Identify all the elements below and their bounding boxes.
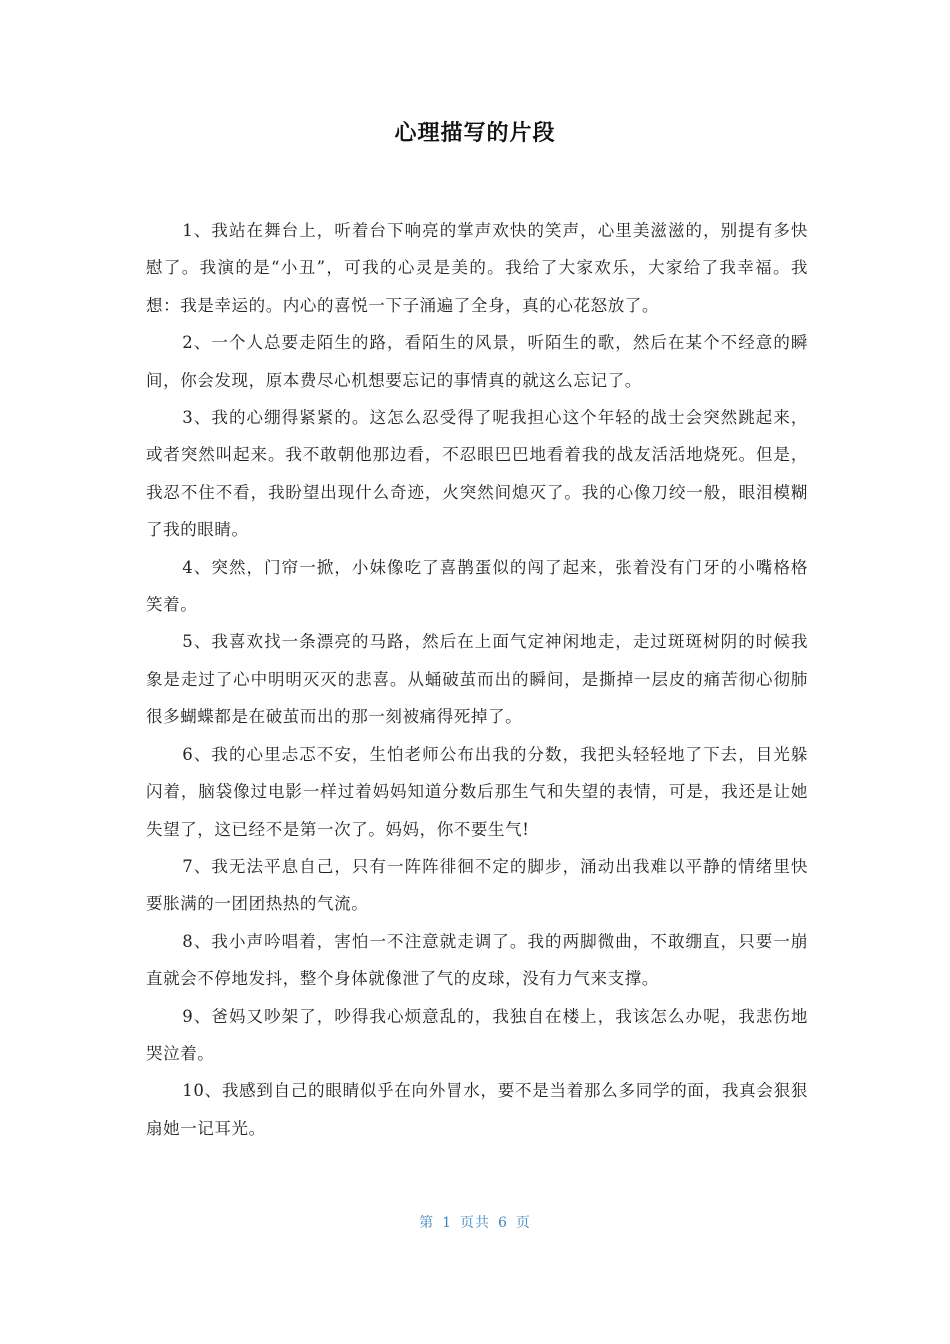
paragraph-1: 1、我站在舞台上，听着台下响亮的掌声欢快的笑声，心里美滋滋的，别提有多快慰了。我演的是“小丑”，可我的心灵是美的。我给了大家欢乐，大家给了我幸福。我想：我是幸运的。内心的喜悦一下子涌遍了全身，真的心花怒放了。 [146,221,808,315]
paragraph-9: 9、爸妈又吵架了，吵得我心烦意乱的，我独自在楼上，我该怎么办呢，我悲伤地哭泣着。 [146,1006,808,1063]
document-body [146,212,808,1147]
page-label-post: 页 [515,1215,531,1231]
page-label-mid: 页共 [460,1215,490,1231]
page-current-number: 1 [442,1215,452,1231]
paragraph-8: 8、我小声吟唱着，害怕一不注意就走调了。我的两脚微曲，不敢绷直，只要一崩直就会不停地发抖，整个身体就像泄了气的皮球，没有力气来支撑。 [146,931,808,989]
paragraph-10: 10、我感到自己的眼睛似乎在向外冒水，要不是当着那么多同学的面，我真会狠狠扇她一记耳光。 [146,1081,808,1138]
paragraph-6: 6、我的心里忐忑不安，生怕老师公布出我的分数，我把头轻轻地了下去，目光躲闪着，脑袋像过电影一样过着妈妈知道分数后那生气和失望的表情，可是，我还是让她失望了，这已经不是第一次了。妈妈，你不要生气! [146,744,808,839]
paragraph-7: 7、我无法平息自己，只有一阵阵徘徊不定的脚步，涌动出我难以平静的情绪里快要胀满的一团团热热的气流。 [146,856,808,914]
page-footer [0,1212,950,1232]
paragraph-5: 5、我喜欢找一条漂亮的马路，然后在上面气定神闲地走，走过斑斑树阴的时候我象是走过了心中明明灭灭的悲喜。从蛹破茧而出的瞬间，是撕掉一层皮的痛苦彻心彻肺很多蝴蝶都是在破茧而出的那一刻被痛得死掉了。 [146,632,808,727]
paragraph-3: 3、我的心绷得紧紧的。这怎么忍受得了呢我担心这个年轻的战士会突然跳起来，或者突然叫起来。我不敢朝他那边看，不忍眼巴巴地看着我的战友活活地烧死。但是，我忍不住不看，我盼望出现什么奇迹，火突然间熄灭了。我的心像刀绞一般，眼泪模糊了我的眼睛。 [146,408,808,540]
paragraph-4: 4、突然，门帘一掀，小妹像吃了喜鹊蛋似的闯了起来，张着没有门牙的小嘴格格笑着。 [146,557,808,615]
page-title: 心理描写的片段 [394,121,556,146]
page-label-pre: 第 [419,1215,435,1231]
page-total-number: 6 [498,1215,508,1231]
paragraph-2: 2、一个人总要走陌生的路，看陌生的风景，听陌生的歌，然后在某个不经意的瞬间，你会发现，原本费尽心机想要忘记的事情真的就这么忘记了。 [146,333,808,390]
